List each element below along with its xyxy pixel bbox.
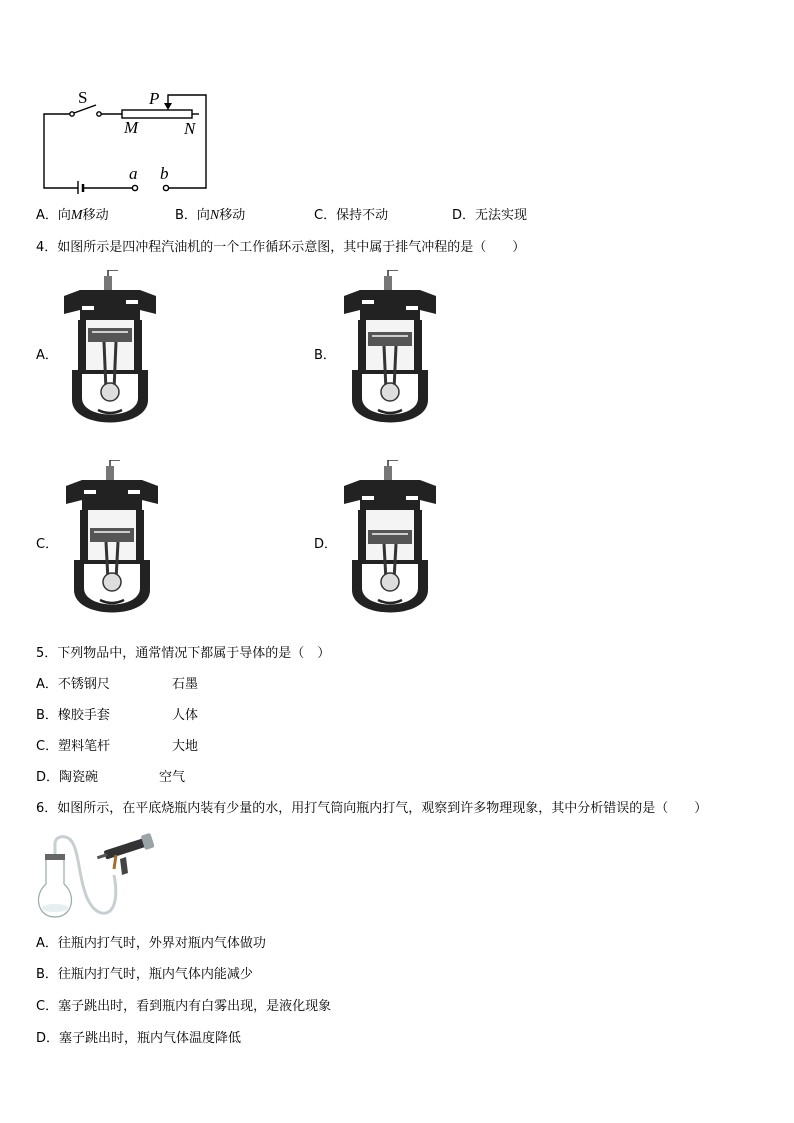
q5-option-b[interactable]: B．橡胶手套: [36, 708, 110, 723]
q5-stem: 5．下列物品中，通常情况下都属于导体的是（ ）: [36, 646, 331, 661]
q5-option-d-second: 空气: [159, 770, 186, 785]
q5-option-b-second: 人体: [172, 708, 199, 723]
circuit-label-m: M: [124, 118, 139, 137]
engine-diagram-a: [60, 270, 160, 440]
q4-option-d-label[interactable]: D．: [314, 537, 338, 552]
circuit-label-s: S: [78, 88, 88, 107]
circuit-label-b: b: [160, 164, 169, 183]
q4-option-c-label[interactable]: C．: [36, 537, 59, 552]
engine-diagram-d: [340, 460, 440, 630]
q5-option-c[interactable]: C．塑料笔杆: [36, 739, 111, 754]
circuit-label-a: a: [129, 164, 138, 183]
q4-option-b-label[interactable]: B．: [314, 348, 336, 363]
q6-option-c[interactable]: C．塞子跳出时，看到瓶内有白雾出现，是液化现象: [36, 999, 332, 1014]
q5-option-a-second: 石墨: [172, 677, 199, 692]
q5-option-a[interactable]: A．不锈钢尺: [36, 677, 110, 692]
engine-diagram-c: [62, 460, 162, 630]
q6-option-d[interactable]: D．塞子跳出时，瓶内气体温度降低: [36, 1031, 242, 1046]
engine-diagram-b: [340, 270, 440, 440]
q6-option-a[interactable]: A．往瓶内打气时，外界对瓶内气体做功: [36, 936, 266, 951]
circuit-label-n: N: [184, 119, 196, 138]
q3-option-a[interactable]: A．向M移动: [36, 208, 109, 223]
q6-option-b[interactable]: B．往瓶内打气时，瓶内气体内能减少: [36, 967, 253, 982]
q4-stem: 4．如图所示是四冲程汽油机的一个工作循环示意图，其中属于排气冲程的是（ ）: [36, 240, 526, 255]
q4-option-a-label[interactable]: A．: [36, 348, 58, 363]
q3-option-d[interactable]: D．无法实现: [452, 208, 528, 223]
q3-option-b[interactable]: B．向N移动: [175, 208, 246, 223]
q6-stem: 6．如图所示，在平底烧瓶内装有少量的水，用打气筒向瓶内打气，观察到许多物理现象，其中分析错误的是（ ）: [36, 801, 708, 816]
circuit-label-p: P: [149, 89, 160, 108]
circuit-diagram: [36, 86, 216, 194]
q5-option-c-second: 大地: [172, 739, 199, 754]
q5-option-d[interactable]: D．陶瓷碗: [36, 770, 99, 785]
flask-pump-image: [36, 829, 154, 921]
q3-option-c[interactable]: C．保持不动: [314, 208, 389, 223]
